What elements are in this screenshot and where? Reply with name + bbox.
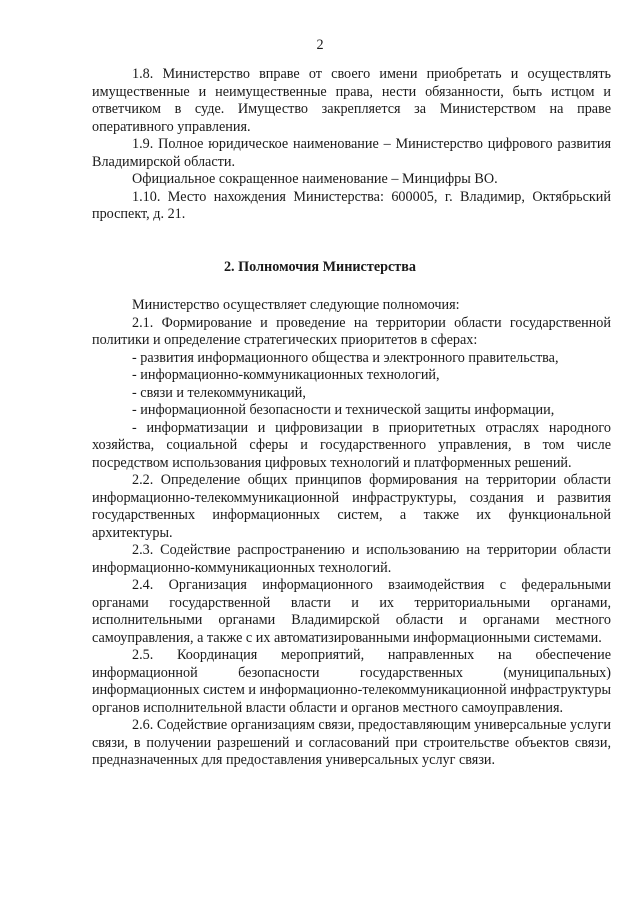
clause-2-3: 2.3. Содействие распространению и использованию на территории области информационно-коммуникационных технологий. <box>92 542 611 576</box>
sphere-item: - информационной безопасности и технической защиты информации, <box>132 402 555 418</box>
section-heading: 2. Полномочия Министерства <box>223 259 417 275</box>
short-name-paragraph: Официальное сокращенное наименование – Минцифры ВО. <box>132 171 498 187</box>
clause-2-1: 2.1. Формирование и проведение на территории области государственной политики и определение стратегических приоритетов в сферах: <box>92 314 611 348</box>
sphere-item: - информационно-коммуникационных технологий, <box>132 367 440 383</box>
clause-2-6: 2.6. Содействие организациям связи, предоставляющим универсальные услуги связи, в получении разрешений и согласований при строительстве объектов связи, предназначенных для предоставления универсальных услуг связи. <box>92 717 611 768</box>
section-2-body <box>92 297 611 770</box>
clause-1-10: 1.10. Место нахождения Министерства: 600005, г. Владимир, Октябрьский проспект, д. 21. <box>92 188 611 222</box>
clause-2-2: 2.2. Определение общих принципов формирования на территории области информационно-телекоммуникационной инфраструктуры, создания и развития государственных информационных систем, а также их функциональной архитектуры. <box>92 472 611 541</box>
clause-1-9: 1.9. Полное юридическое наименование – Министерство цифрового развития Владимирской области. <box>92 136 611 170</box>
clause-2-4: 2.4. Организация информационного взаимодействия с федеральными органами государственной власти и их территориальными органами, исполнительными органами Владимирской области и органами местного самоуправления, а также с их автоматизированными информационными системами. <box>92 577 611 646</box>
clause-1-8: 1.8. Министерство вправе от своего имени приобретать и осуществлять имущественные и неимущественные права, нести обязанности, быть истцом и ответчиком в суде. Имущество закрепляется за Министерством на праве оперативного управления. <box>92 66 611 135</box>
sphere-item: - информатизации и цифровизации в приоритетных отраслях народного хозяйства, социальной сферы и государственного управления, в том числе посредством использования цифровых технологий и платформенных решений. <box>92 419 611 471</box>
intro-paragraph: Министерство осуществляет следующие полномочия: <box>132 297 460 313</box>
sphere-item: - развития информационного общества и электронного правительства, <box>132 349 559 366</box>
sphere-item: - связи и телекоммуникаций, <box>132 384 306 401</box>
clause-2-5: 2.5. Координация мероприятий, направленных на обеспечение информационной безопасности государственных (муниципальных) информационных систем и информационно-телекоммуникационной инфраструктуры органов исполнительной власти области и органов местного самоуправления. <box>92 647 611 716</box>
clauses-1-8-to-1-10 <box>92 66 611 224</box>
page-number: 2 <box>316 37 324 53</box>
